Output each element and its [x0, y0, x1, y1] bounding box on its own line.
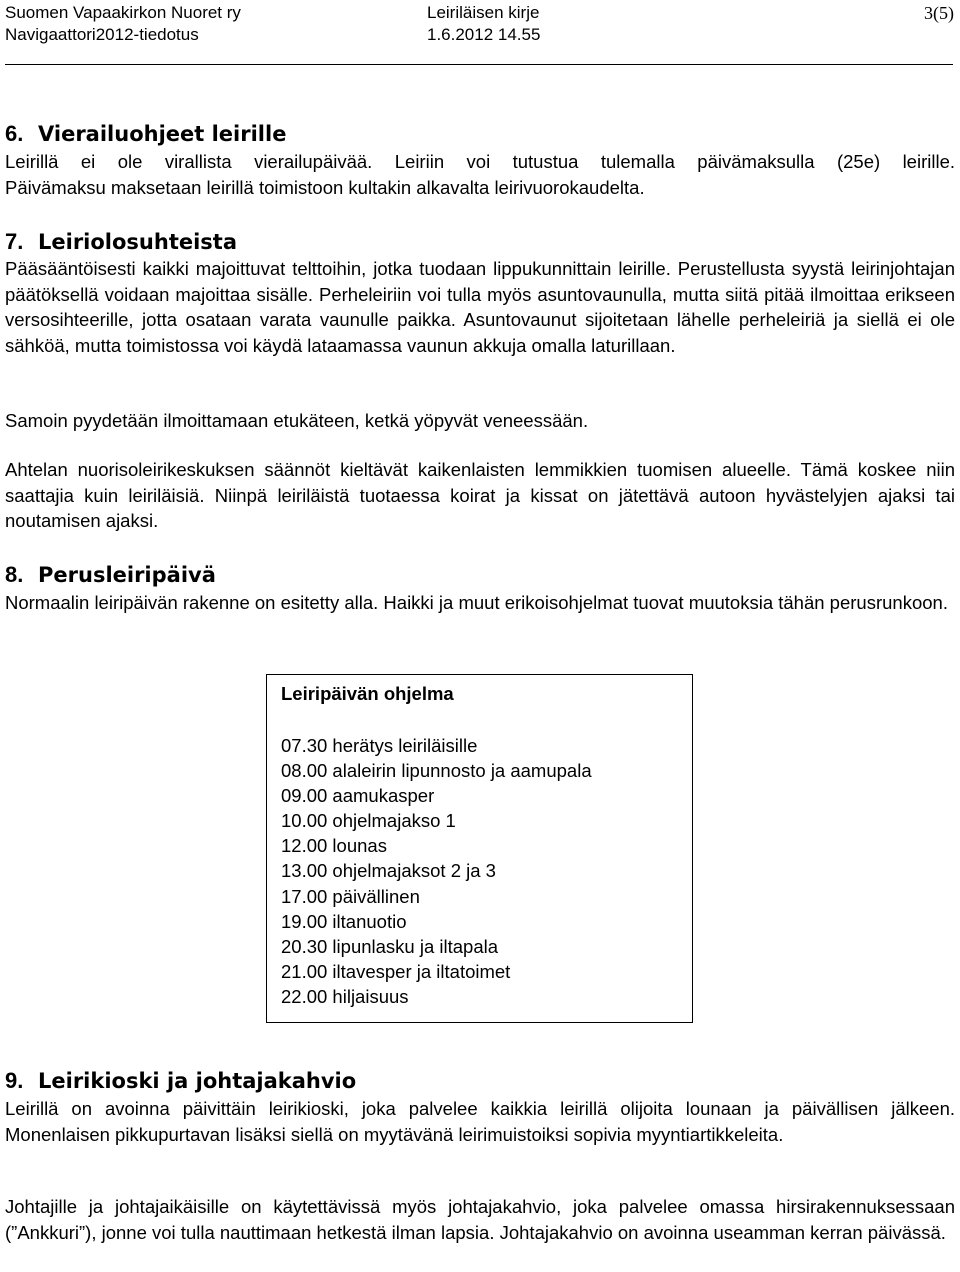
section-7-number: 7.: [5, 229, 24, 254]
schedule-item: 12.00 lounas: [281, 835, 387, 857]
header-org: Suomen Vapaakirkon Nuoret ry: [5, 3, 241, 22]
schedule-item: 17.00 päivällinen: [281, 885, 420, 907]
section-7-paragraph-2: [5, 408, 955, 434]
section-9-title: Leirikioski ja johtajakahvio: [38, 1069, 357, 1093]
daily-schedule-box: [266, 674, 693, 1023]
schedule-title: Leiripäivän ohjelma: [281, 683, 454, 704]
schedule-item: 21.00 iltavesper ja iltatoimet: [281, 960, 511, 982]
section-7-paragraph-3: [5, 457, 955, 534]
section-8-number: 8.: [5, 562, 24, 587]
section-8-title: Perusleiripäivä: [38, 563, 216, 587]
schedule-item: 19.00 iltanuotio: [281, 910, 407, 932]
section-9-paragraph-2: [5, 1194, 955, 1245]
section-9-paragraph-1: [5, 1096, 955, 1147]
schedule-item: 13.00 ohjelmajaksot 2 ja 3: [281, 860, 496, 882]
schedule-item: 08.00 alaleirin lipunnosto ja aamupala: [281, 760, 592, 782]
section-9-p1-text: Leirillä on avoinna päivittäin leirikioski, joka palvelee kaikkia leirillä olijoita lounaan ja päivällisen jälkeen. Monenlaisen pikkupurtavan lisäksi siellä on myytävänä leirimuistoiksi sopivia myyntiartikkeleita.: [5, 1098, 955, 1145]
section-8-p1-text: Normaalin leiripäivän rakenne on esitetty alla. Haikki ja muut erikoisohjelmat tuovat muutoksia tähän perusrunkoon.: [5, 592, 948, 613]
section-9-heading: [5, 1068, 356, 1094]
section-7-title: Leiriolosuhteista: [38, 230, 238, 254]
section-9-number: 9.: [5, 1068, 24, 1093]
section-7-p3-text: Ahtelan nuorisoleirikeskuksen säännöt kieltävät kaikenlaisten lemmikkien tuomisen alueelle. Tämä koskee niin saattajia kuin leiriläisiä. Niinpä leiriläistä tuotaessa koirat ja kissat on jätettävä autoon hyvästelyjen ajaksi tai noutamisen ajaksi.: [5, 459, 955, 532]
section-9-p2-text: Johtajille ja johtajaikäisille on käytettävissä myös johtajakahvio, joka palvelee omassa hirsirakennuksessaan (”Ankkuri”), jonne voi tulla nauttimaan hetkestä ilman lapsia. Johtajakahvio on avoinna useamman kerran päivässä.: [5, 1196, 955, 1243]
schedule-item: 09.00 aamukasper: [281, 785, 435, 807]
section-6-body: [5, 149, 955, 200]
section-8-paragraph-1: [5, 590, 955, 616]
schedule-item: 20.30 lipunlasku ja iltapala: [281, 935, 499, 957]
section-6-title: Vierailuohjeet leirille: [38, 122, 287, 146]
schedule-item: 07.30 herätys leiriläisille: [281, 735, 478, 756]
schedule-item: 22.00 hiljaisuus: [281, 985, 409, 1007]
section-6-line-1: Leirillä ei ole virallista vierailupäivää. Leiriin voi tutustua tulemalla päivämaksulla (25e) leirille.: [5, 151, 955, 172]
section-6-number: 6.: [5, 121, 24, 146]
header-date: 1.6.2012 14.55: [427, 25, 541, 44]
schedule-item: 10.00 ohjelmajakso 1: [281, 810, 456, 832]
section-7-p2-text: Samoin pyydetään ilmoittamaan etukäteen, ketkä yöpyvät veneessään.: [5, 410, 589, 431]
header-file-name: Navigaattori2012-tiedotus: [5, 25, 199, 44]
section-6-line-2: Päivämaksu maksetaan leirillä toimistoon kultakin alkavalta leirivuorokaudelta.: [5, 176, 645, 198]
section-8-heading: [5, 562, 216, 588]
schedule-list: [281, 733, 592, 1009]
header-doc-title: Leiriläisen kirje: [427, 3, 540, 22]
section-7-p1-text: Pääsääntöisesti kaikki majoittuvat telttoihin, jotka tuodaan lippukunnittain leirille. Perustellusta syystä leirinjohtajan päätöksellä voidaan majoittaa sisälle. Perheleiriin voi tulla myös asuntovaunulla, mutta siitä pitää ilmoittaa erikseen versosihteerille, jotta osataan varata vaunulle paikka. Asuntovaunut sijoitetaan lähelle perheleiriä ja siellä ei ole sähköä, mutta toimistossa voi käydä lataamassa vaunun akkuja omalla laturillaan.: [5, 258, 955, 356]
header-divider: [5, 64, 953, 65]
section-6-heading: [5, 121, 286, 147]
section-7-paragraph-1: [5, 256, 955, 358]
header-page-number: 3(5): [924, 3, 954, 23]
section-7-heading: [5, 229, 237, 255]
